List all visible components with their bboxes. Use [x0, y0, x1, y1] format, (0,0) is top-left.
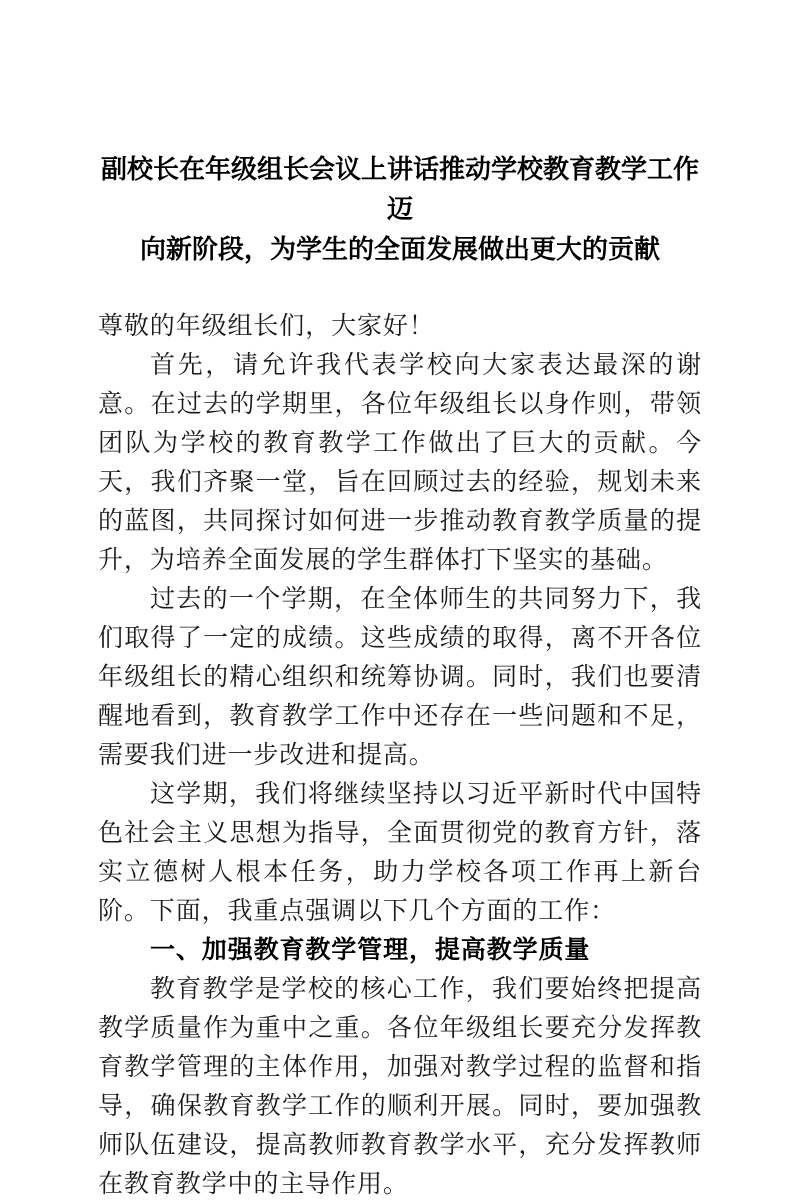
- body-paragraph-3: 这学期，我们将继续坚持以习近平新时代中国特色社会主义思想为指导，全面贯彻党的教育方针，落实立德树人根本任务，助力学校各项工作再上新台阶。下面，我重点强调以下几个方面的工作：: [98, 781, 702, 925]
- section-heading-one: 一、加强教育教学管理，提高教学质量: [150, 937, 591, 964]
- salutation-paragraph: 尊敬的年级组长们，大家好！: [98, 313, 435, 340]
- title-body-spacer: [98, 270, 702, 307]
- document-content: [98, 150, 702, 1204]
- body-paragraph-2: 过去的一个学期，在全体师生的共同努力下，我们取得了一定的成绩。这些成绩的取得，离不开各位年级组长的精心组织和统筹协调。同时，我们也要清醒地看到，教育教学工作中还存在一些问题和不足，需要我们进一步改进和提高。: [98, 586, 702, 769]
- section-one-body-paragraph: 教育教学是学校的核心工作，我们要始终把提高教学质量作为重中之重。各位年级组长要充分发挥教育教学管理的主体作用，加强对教学过程的监督和指导，确保教育教学工作的顺利开展。同时，要加强教师队伍建设，提高教师教育教学水平，充分发挥教师在教育教学中的主导作用。: [98, 976, 702, 1198]
- page-title: [98, 150, 702, 270]
- page-title-line-1: 副校长在年级组长会议上讲话推动学校教育教学工作迈: [100, 155, 699, 225]
- body-paragraph-1: 首先，请允许我代表学校向大家表达最深的谢意。在过去的学期里，各位年级组长以身作则，带领团队为学校的教育教学工作做出了巨大的贡献。今天，我们齐聚一堂，旨在回顾过去的经验，规划未来的蓝图，共同探讨如何进一步推动教育教学质量的提升，为培养全面发展的学生群体打下坚实的基础。: [98, 352, 702, 574]
- page-title-line-2: 向新阶段，为学生的全面发展做出更大的贡献: [139, 235, 660, 265]
